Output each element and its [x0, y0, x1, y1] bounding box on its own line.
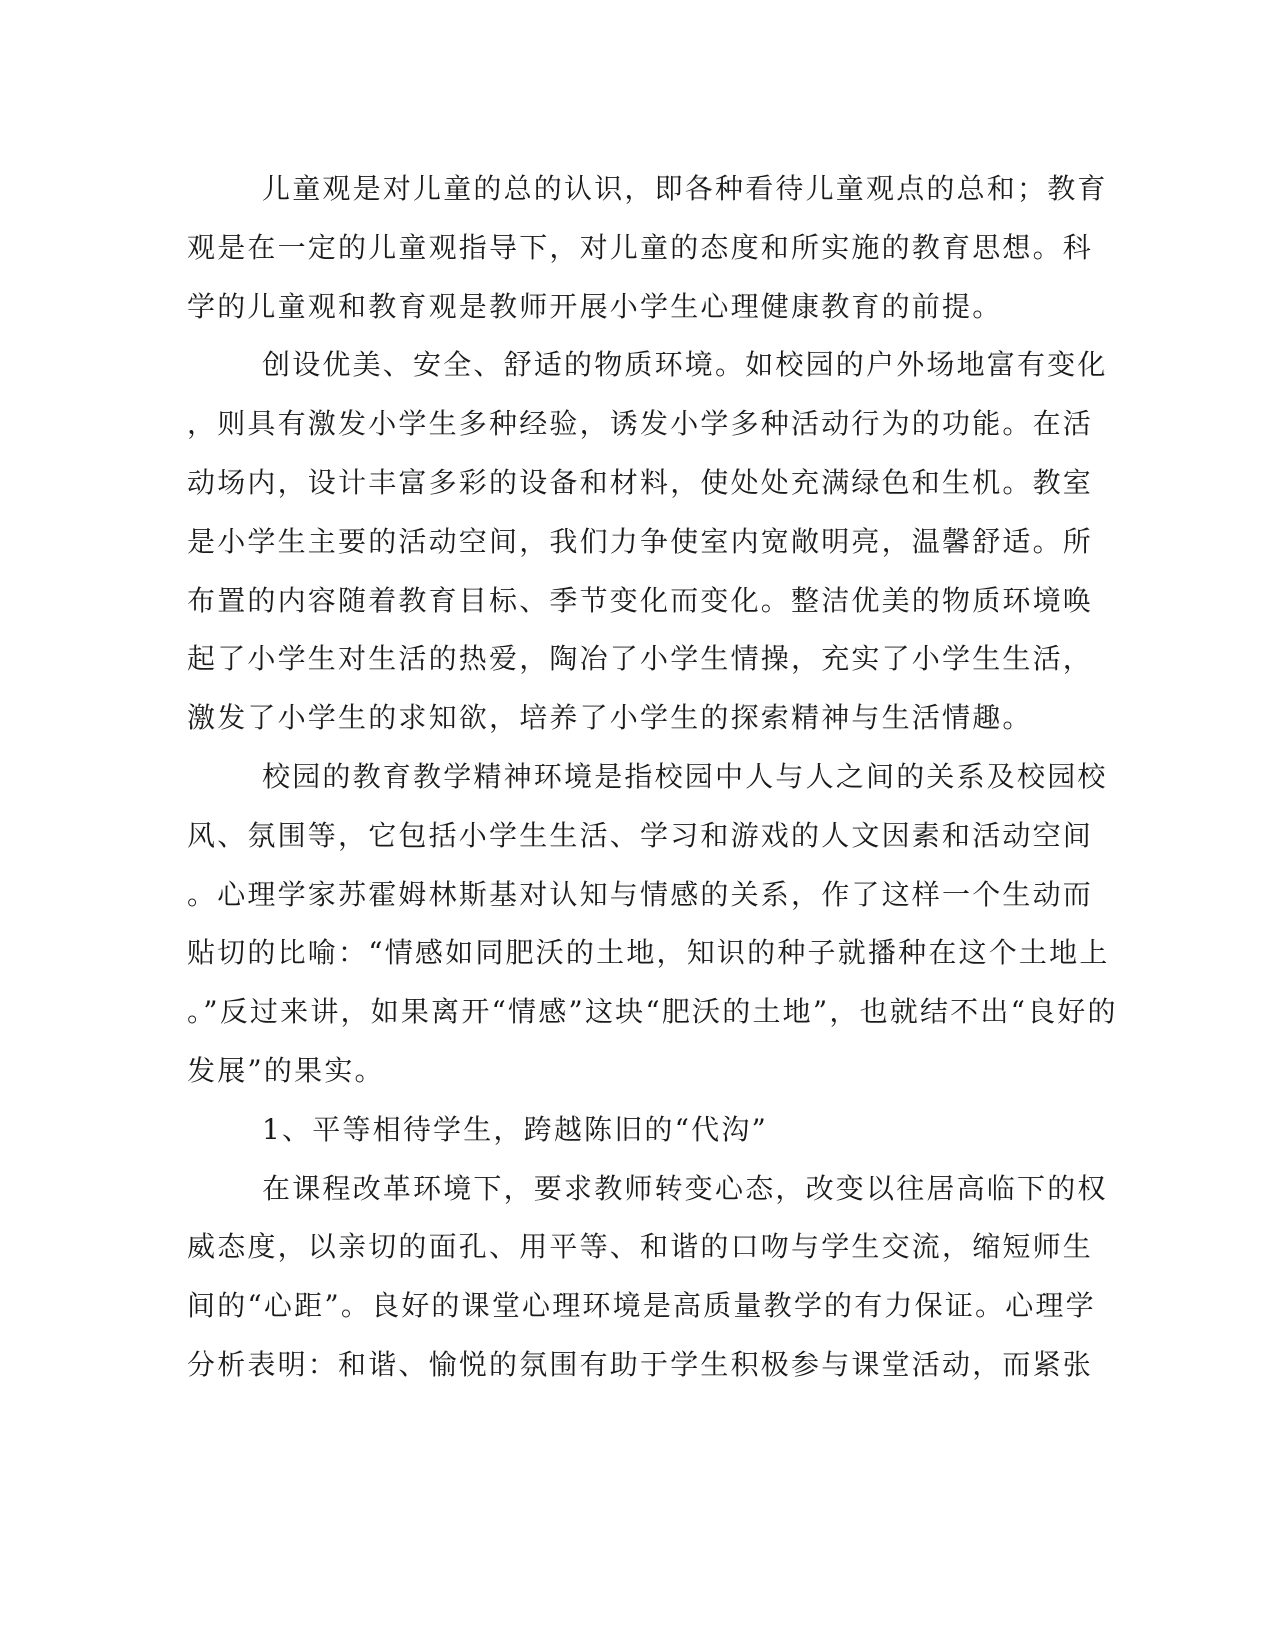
text-line: 风、氛围等，它包括小学生生活、学习和游戏的人文因素和活动空间: [187, 818, 1094, 852]
text-line: ，则具有激发小学生多种经验，诱发小学多种活动行为的功能。在活: [187, 407, 1094, 441]
text-line: 威态度，以亲切的面孔、用平等、和谐的口吻与学生交流，缩短师生: [187, 1230, 1094, 1264]
document-body: [187, 160, 1118, 1395]
text-line: 动场内，设计丰富多彩的设备和材料，使处处充满绿色和生机。教室: [187, 465, 1094, 499]
text-line: 在课程改革环境下，要求教师转变心态，改变以往居高临下的权: [262, 1171, 1108, 1205]
text-line: 校园的教育教学精神环境是指校园中人与人之间的关系及校园校: [262, 759, 1108, 793]
text-line: 。”反过来讲，如果离开“情感”这块“肥沃的土地”，也就结不出“良好的: [187, 995, 1118, 1029]
text-line: 是小学生主要的活动空间，我们力争使室内宽敞明亮，温馨舒适。所: [187, 524, 1094, 558]
text-line: 创设优美、安全、舒适的物质环境。如校园的户外场地富有变化: [262, 348, 1108, 382]
paragraph-3: [187, 748, 1118, 1101]
paragraph-2: [187, 336, 1108, 748]
text-line: 布置的内容随着教育目标、季节变化而变化。整洁优美的物质环境唤: [187, 583, 1094, 617]
text-line: 儿童观是对儿童的总的认识，即各种看待儿童观点的总和；教育: [262, 172, 1108, 205]
text-line: 发展”的果实。: [187, 1053, 385, 1087]
section-heading: [187, 1101, 1087, 1160]
paragraph-5: [187, 1160, 1108, 1395]
heading-line: 1、平等相待学生，跨越陈旧的“代沟”: [262, 1112, 769, 1146]
text-line: 激发了小学生的求知欲，培养了小学生的探索精神与生活情趣。: [187, 701, 1033, 735]
text-line: 贴切的比喻：“情感如同肥沃的土地，知识的种子就播种在这个土地上: [187, 936, 1110, 970]
paragraph-1: [187, 160, 1108, 336]
text-line: 学的儿童观和教育观是教师开展小学生心理健康教育的前提。: [187, 289, 1003, 323]
text-line: 分析表明：和谐、愉悦的氛围有助于学生积极参与课堂活动，而紧张: [187, 1347, 1094, 1381]
text-line: 观是在一定的儿童观指导下，对儿童的态度和所实施的教育思想。科: [187, 230, 1094, 264]
text-line: 间的“心距”。良好的课堂心理环境是高质量教学的有力保证。心理学: [187, 1289, 1096, 1323]
text-line: 起了小学生对生活的热爱，陶冶了小学生情操，充实了小学生生活，: [187, 642, 1094, 676]
text-line: 。心理学家苏霍姆林斯基对认知与情感的关系，作了这样一个生动而: [187, 877, 1094, 911]
